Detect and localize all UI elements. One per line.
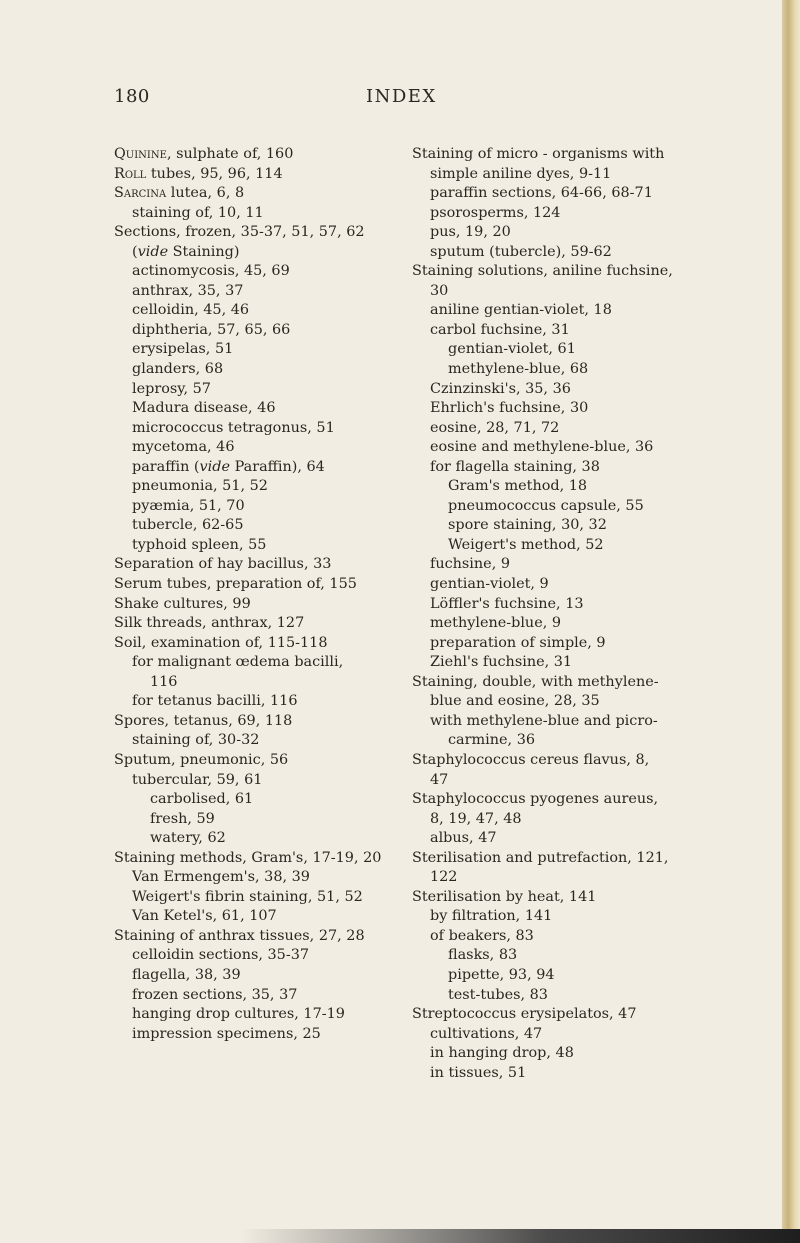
index-entry-text: sputum (tubercle), 59-62: [430, 243, 612, 260]
index-entry-text: in tissues, 51: [430, 1064, 527, 1081]
index-entry: [114, 810, 394, 830]
index-entry: [114, 262, 394, 282]
index-entry: [412, 497, 692, 517]
index-entry-text: Sarcina: [114, 185, 167, 202]
index-entry-text: in hanging drop, 48: [430, 1045, 574, 1062]
index-entry-text: Staining, double, with methylene-: [412, 673, 659, 690]
index-entry: [412, 1044, 692, 1064]
index-entry-text: methylene-blue, 68: [448, 361, 589, 378]
index-column-right: [412, 145, 692, 1083]
index-entry: [114, 516, 394, 536]
index-entry-text: Staining): [168, 243, 240, 260]
index-entry-text: staining of, 10, 11: [132, 204, 264, 221]
index-entry-text: test-tubes, 83: [448, 986, 548, 1003]
index-entry: [114, 771, 394, 791]
index-entry: [114, 497, 394, 517]
index-entry-text: carbol fuchsine, 31: [430, 321, 570, 338]
index-entry: [412, 751, 692, 771]
index-entry: [412, 165, 692, 185]
index-entry-text: Gram's method, 18: [448, 478, 588, 495]
index-entry: [412, 868, 692, 888]
index-entry: [412, 653, 692, 673]
index-entry-text: by filtration, 141: [430, 908, 553, 925]
index-entry-text: Quinine: [114, 146, 167, 162]
index-entry-text: for flagella staining, 38: [430, 458, 600, 475]
index-entry: [412, 575, 692, 595]
index-entry-text: Sputum, pneumonic, 56: [114, 751, 289, 768]
index-entry: [114, 419, 394, 439]
index-entry-text: 30: [430, 282, 449, 299]
index-entry: [412, 927, 692, 947]
index-entry: [412, 399, 692, 419]
index-entry: [114, 595, 394, 615]
index-entry: [412, 536, 692, 556]
index-entry: [114, 399, 394, 419]
index-entry-text: Sterilisation by heat, 141: [412, 888, 597, 905]
index-entry-text: erysipelas, 51: [132, 341, 234, 358]
index-entry: [114, 692, 394, 712]
index-entry-text: Staining solutions, aniline fuchsine,: [412, 263, 673, 280]
index-entry-text: cultivations, 47: [430, 1025, 543, 1042]
index-entry-text: Spores, tetanus, 69, 118: [114, 712, 293, 729]
index-entry: [114, 204, 394, 224]
index-entry: [114, 614, 394, 634]
index-entry: [412, 301, 692, 321]
index-entry: [114, 223, 394, 243]
index-entry: [114, 888, 394, 908]
index-entry: [412, 907, 692, 927]
index-entry: [412, 888, 692, 908]
index-entry: [412, 634, 692, 654]
index-entry-text: paraffin (: [132, 458, 200, 475]
index-entry-text: pneumonia, 51, 52: [132, 478, 268, 495]
index-entry: [114, 555, 394, 575]
index-entry-text: blue and eosine, 28, 35: [430, 693, 600, 710]
index-entry-text: Staphylococcus cereus flavus, 8,: [412, 751, 650, 768]
index-entry: [412, 340, 692, 360]
index-entry-text: Ziehl's fuchsine, 31: [430, 654, 573, 671]
index-entry-text: watery, 62: [150, 830, 226, 847]
index-entry: [412, 419, 692, 439]
index-entry: [412, 966, 692, 986]
index-entry: [412, 438, 692, 458]
index-entry-text: preparation of simple, 9: [430, 634, 606, 651]
running-head: INDEX: [366, 86, 437, 107]
index-entry: [114, 477, 394, 497]
index-entry-text: tubercle, 62-65: [132, 517, 244, 534]
index-entry-text: Van Ermengem's, 38, 39: [132, 869, 310, 886]
index-entry: [114, 673, 394, 693]
index-entry-text: mycetoma, 46: [132, 439, 235, 456]
index-entry-text: Sterilisation and putrefaction, 121,: [412, 849, 669, 866]
index-entry: [412, 673, 692, 693]
index-entry-text: Löffler's fuchsine, 13: [430, 595, 584, 612]
index-entry: [412, 790, 692, 810]
index-entry: [114, 340, 394, 360]
index-entry: [412, 829, 692, 849]
index-entry: [412, 516, 692, 536]
index-entry-text: Serum tubes, preparation of, 155: [114, 576, 357, 593]
index-entry: [114, 380, 394, 400]
index-entry-text: aniline gentian-violet, 18: [430, 302, 612, 319]
index-entry-text: actinomycosis, 45, 69: [132, 263, 290, 280]
index-entry-text: fuchsine, 9: [430, 556, 510, 573]
index-entry-text: carmine, 36: [448, 732, 536, 749]
index-entry: [412, 262, 692, 282]
index-entry: [412, 614, 692, 634]
index-entry: [114, 966, 394, 986]
index-entry-text: tubercular, 59, 61: [132, 771, 263, 788]
index-entry-text: Czinzinski's, 35, 36: [430, 380, 571, 397]
index-entry: [412, 380, 692, 400]
index-entry: [114, 907, 394, 927]
index-entry-text: pipette, 93, 94: [448, 966, 555, 983]
index-entry-text: frozen sections, 35, 37: [132, 986, 298, 1003]
index-entry: [412, 243, 692, 263]
index-entry: [114, 145, 394, 165]
index-entry-text: eosine, 28, 71, 72: [430, 419, 560, 436]
index-entry-text: psorosperms, 124: [430, 204, 561, 221]
index-entry-text: Staining of anthrax tissues, 27, 28: [114, 927, 365, 944]
index-entry-text: Separation of hay bacillus, 33: [114, 556, 332, 573]
index-entry-text: Soil, examination of, 115-118: [114, 634, 328, 651]
index-entry: [412, 321, 692, 341]
index-entry-text: 122: [430, 869, 458, 886]
index-entry: [412, 204, 692, 224]
index-entry: [412, 692, 692, 712]
index-entry-text: Ehrlich's fuchsine, 30: [430, 400, 589, 417]
index-entry: [114, 165, 394, 185]
index-entry: [412, 946, 692, 966]
index-entry-text: flasks, 83: [448, 947, 518, 964]
index-entry: [412, 477, 692, 497]
index-entry-text: albus, 47: [430, 830, 497, 847]
index-column-left: [114, 145, 394, 1044]
index-entry: [114, 1025, 394, 1045]
index-entry-text: fresh, 59: [150, 810, 215, 827]
index-entry-text: glanders, 68: [132, 361, 224, 378]
index-entry: [114, 829, 394, 849]
index-entry: [412, 731, 692, 751]
index-entry: [114, 360, 394, 380]
index-entry: [412, 1025, 692, 1045]
index-entry-text: impression specimens, 25: [132, 1025, 321, 1042]
page-number: 180: [114, 86, 150, 107]
index-entry: [412, 849, 692, 869]
index-entry-text: of beakers, 83: [430, 927, 534, 944]
index-entry: [114, 282, 394, 302]
index-entry-text: gentian-violet, 9: [430, 576, 549, 593]
index-entry-text: Staining of micro - organisms with: [412, 146, 665, 162]
index-entry: [412, 145, 692, 165]
index-entry: [114, 184, 394, 204]
index-entry: [412, 595, 692, 615]
index-entry-text: Staphylococcus pyogenes aureus,: [412, 791, 659, 808]
index-entry: [412, 1005, 692, 1025]
index-entry-text: with methylene-blue and picro-: [430, 712, 658, 729]
index-entry-text: vide: [199, 458, 231, 475]
index-entry-text: methylene-blue, 9: [430, 615, 562, 632]
index-entry-text: paraffin sections, 64-66, 68-71: [430, 185, 653, 202]
index-entry: [114, 243, 394, 263]
index-entry-text: (: [132, 243, 138, 260]
index-entry: [412, 771, 692, 791]
index-entry-text: celloidin, 45, 46: [132, 302, 250, 319]
index-entry-text: Staining methods, Gram's, 17-19, 20: [114, 849, 382, 866]
index-entry: [114, 868, 394, 888]
index-entry: [412, 810, 692, 830]
index-entry-text: Streptococcus erysipelatos, 47: [412, 1006, 637, 1023]
index-entry-text: Weigert's fibrin staining, 51, 52: [132, 888, 363, 905]
index-entry-text: diphtheria, 57, 65, 66: [132, 321, 291, 338]
index-entry-text: Sections, frozen, 35-37, 51, 57, 62: [114, 224, 365, 241]
index-entry-text: simple aniline dyes, 9-11: [430, 165, 612, 182]
index-entry-text: celloidin sections, 35-37: [132, 947, 310, 964]
index-entry: [114, 536, 394, 556]
index-entry-text: pyæmia, 51, 70: [132, 497, 245, 514]
index-entry-text: , sulphate of, 160: [166, 146, 294, 162]
index-entry-text: gentian-violet, 61: [448, 341, 576, 358]
index-entry-text: vide: [137, 243, 169, 260]
index-entry-text: Weigert's method, 52: [448, 536, 604, 553]
index-entry-text: 8, 19, 47, 48: [430, 810, 522, 827]
index-entry: [114, 946, 394, 966]
index-entry: [114, 634, 394, 654]
index-entry-text: Van Ketel's, 61, 107: [132, 908, 277, 925]
page-edge-shadow: [782, 0, 800, 1243]
index-entry-text: tubes, 95, 96, 114: [146, 165, 283, 182]
index-entry-text: lutea, 6, 8: [166, 185, 245, 202]
index-entry: [114, 927, 394, 947]
index-entry: [114, 321, 394, 341]
index-entry-text: spore staining, 30, 32: [448, 517, 607, 534]
index-entry: [114, 458, 394, 478]
index-entry: [114, 731, 394, 751]
index-entry: [114, 849, 394, 869]
index-entry-text: for malignant œdema bacilli,: [132, 654, 344, 671]
index-entry-text: Silk threads, anthrax, 127: [114, 615, 305, 632]
index-entry: [412, 282, 692, 302]
page-header: [0, 86, 782, 116]
index-entry: [114, 1005, 394, 1025]
index-entry-text: typhoid spleen, 55: [132, 536, 267, 553]
index-entry-text: anthrax, 35, 37: [132, 282, 244, 299]
index-entry: [412, 712, 692, 732]
index-entry-text: pneumococcus capsule, 55: [448, 497, 644, 514]
index-entry-text: leprosy, 57: [132, 380, 211, 397]
index-entry-text: micrococcus tetragonus, 51: [132, 419, 335, 436]
index-entry-text: staining of, 30-32: [132, 732, 260, 749]
index-entry: [412, 986, 692, 1006]
index-entry-text: Shake cultures, 99: [114, 595, 251, 612]
index-entry-text: 116: [150, 673, 178, 690]
index-entry: [114, 301, 394, 321]
index-entry: [412, 360, 692, 380]
index-entry-text: 47: [430, 771, 449, 788]
index-entry: [114, 438, 394, 458]
index-entry: [114, 575, 394, 595]
index-entry-text: for tetanus bacilli, 116: [132, 693, 298, 710]
index-entry: [412, 184, 692, 204]
index-entry-text: Roll: [114, 165, 147, 182]
index-entry-text: hanging drop cultures, 17-19: [132, 1006, 345, 1023]
index-entry-text: Madura disease, 46: [132, 400, 276, 417]
page-bottom-shadow: [240, 1229, 800, 1243]
index-entry: [412, 458, 692, 478]
index-entry: [412, 555, 692, 575]
index-entry: [114, 790, 394, 810]
index-entry: [114, 653, 394, 673]
index-entry: [412, 1064, 692, 1084]
index-entry: [114, 751, 394, 771]
index-entry-text: eosine and methylene-blue, 36: [430, 439, 654, 456]
index-entry: [412, 223, 692, 243]
index-entry-text: carbolised, 61: [150, 791, 254, 808]
index-entry-text: Paraffin), 64: [230, 458, 325, 475]
index-entry-text: flagella, 38, 39: [132, 966, 241, 983]
index-entry: [114, 712, 394, 732]
index-entry-text: pus, 19, 20: [430, 224, 511, 241]
index-entry: [114, 986, 394, 1006]
